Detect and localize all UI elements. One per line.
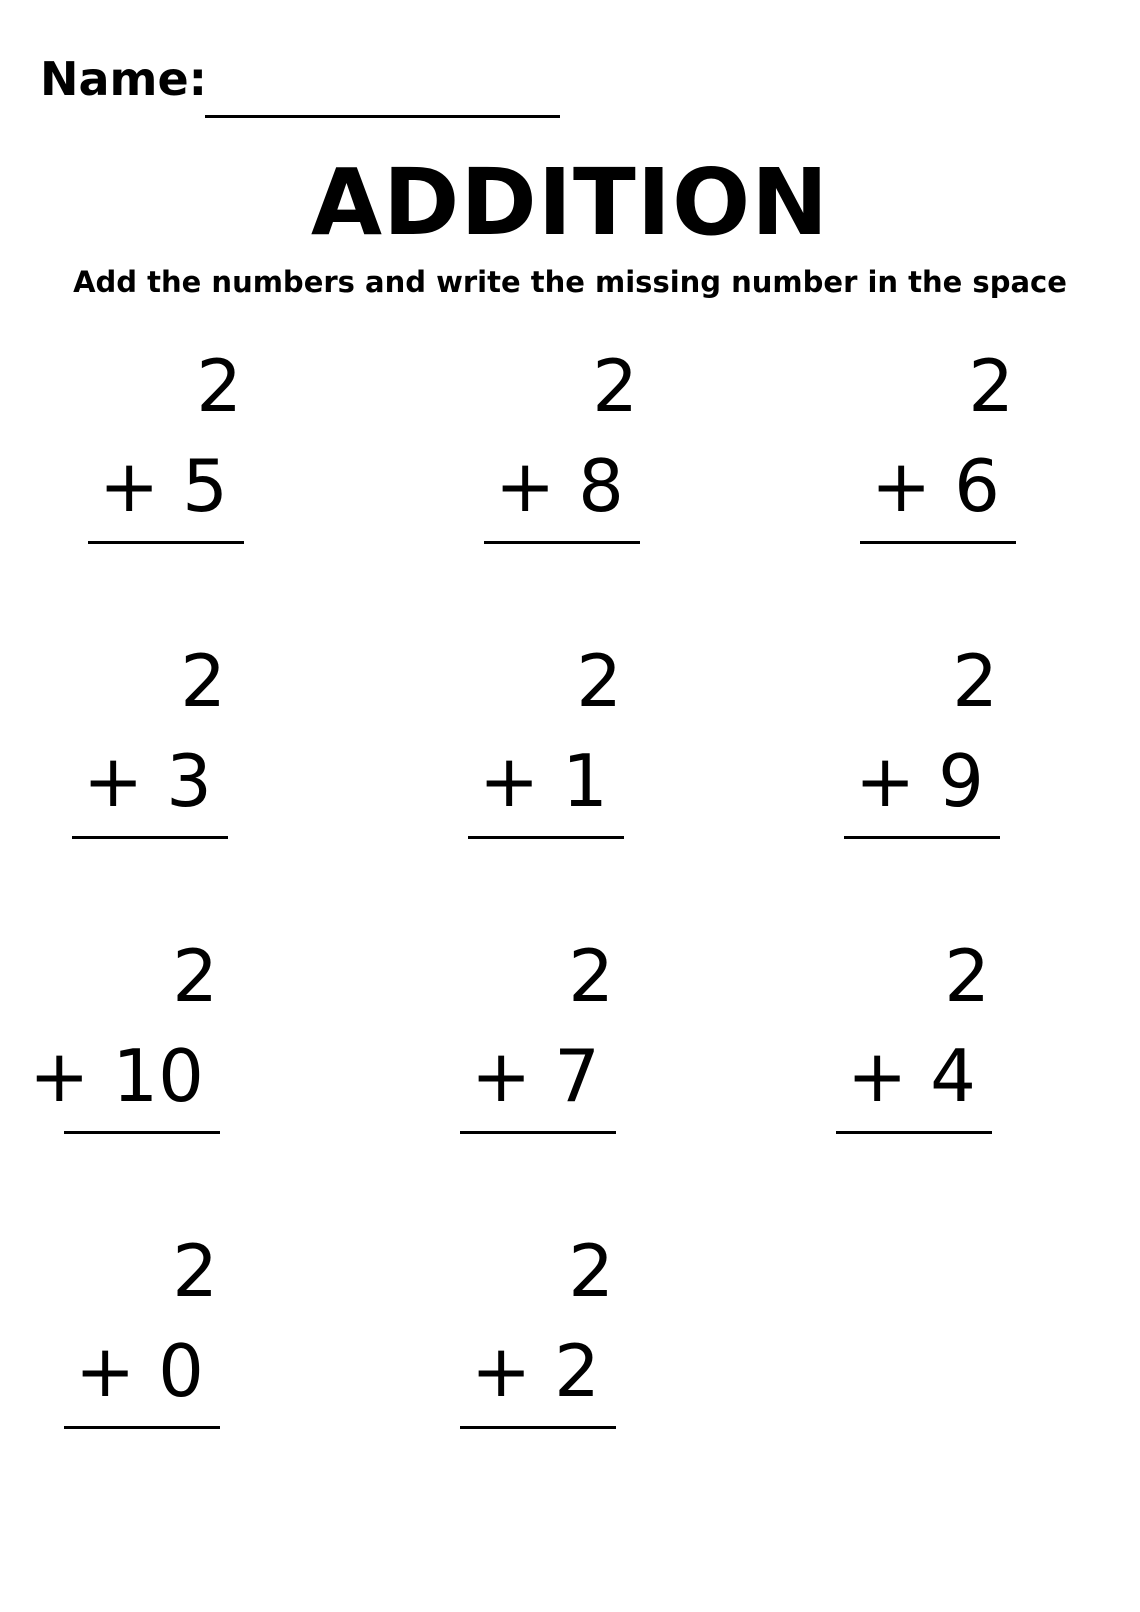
addend-top: 2: [592, 344, 638, 428]
answer-line[interactable]: [460, 1426, 616, 1429]
problem-8: [460, 935, 620, 1135]
name-label: Name:: [40, 52, 208, 106]
answer-line[interactable]: [88, 541, 244, 544]
addend-top: 2: [172, 1229, 218, 1313]
addend-top: 2: [952, 639, 998, 723]
addend-bottom: + 1: [478, 739, 608, 823]
addend-bottom: + 3: [82, 739, 212, 823]
answer-line[interactable]: [72, 836, 228, 839]
answer-line[interactable]: [64, 1131, 220, 1134]
answer-line[interactable]: [64, 1426, 220, 1429]
answer-line[interactable]: [860, 541, 1016, 544]
addend-top: 2: [568, 934, 614, 1018]
problem-11: [460, 1230, 620, 1430]
worksheet-title: ADDITION: [310, 149, 830, 256]
addend-bottom: + 4: [846, 1034, 976, 1118]
problem-7: [29, 934, 224, 1135]
name-line[interactable]: [205, 115, 560, 118]
problem-4: [72, 640, 232, 840]
answer-line[interactable]: [468, 836, 624, 839]
addend-top: 2: [196, 344, 242, 428]
answer-line[interactable]: [844, 836, 1000, 839]
instructions: Add the numbers and write the missing number in the space: [73, 265, 1067, 299]
addend-top: 2: [968, 344, 1014, 428]
addend-bottom: + 0: [74, 1329, 204, 1413]
answer-line[interactable]: [836, 1131, 992, 1134]
addend-top: 2: [576, 639, 622, 723]
problem-9: [836, 935, 996, 1135]
addend-bottom: + 8: [494, 444, 624, 528]
addend-bottom: + 10: [29, 1034, 204, 1118]
answer-line[interactable]: [484, 541, 640, 544]
problem-2: [484, 345, 644, 545]
addend-bottom: + 2: [470, 1329, 600, 1413]
problem-10: [64, 1230, 224, 1430]
addend-bottom: + 7: [470, 1034, 600, 1118]
addend-bottom: + 9: [854, 739, 984, 823]
addend-bottom: + 6: [870, 444, 1000, 528]
problem-1: [88, 345, 248, 545]
addend-bottom: + 5: [98, 444, 228, 528]
addend-top: 2: [568, 1229, 614, 1313]
problem-3: [860, 345, 1020, 545]
addend-top: 2: [180, 639, 226, 723]
problem-5: [468, 640, 628, 840]
answer-line[interactable]: [460, 1131, 616, 1134]
addend-top: 2: [172, 934, 218, 1018]
problem-6: [844, 640, 1004, 840]
addend-top: 2: [944, 934, 990, 1018]
